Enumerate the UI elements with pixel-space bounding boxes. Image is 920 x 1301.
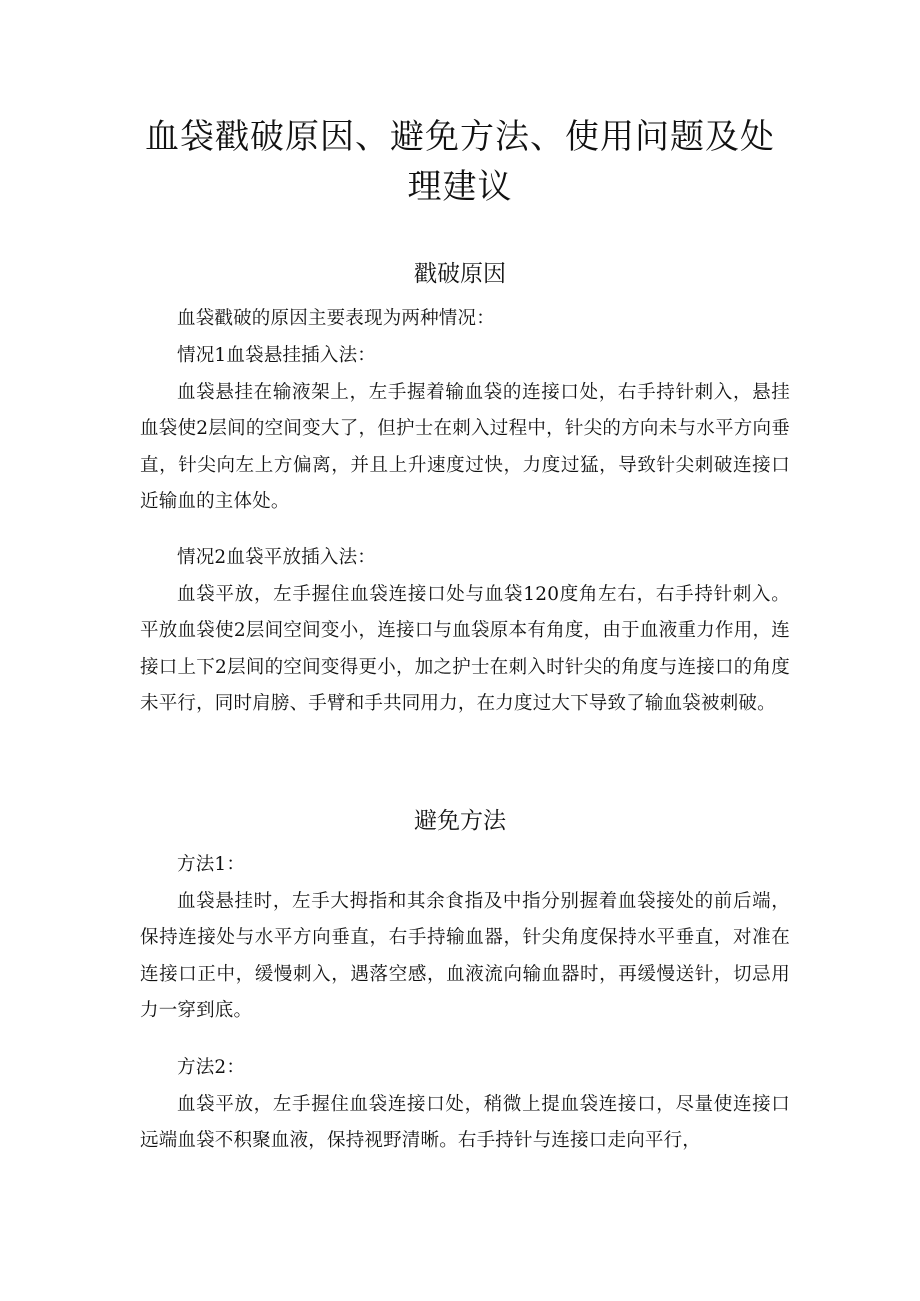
section-heading-puncture-causes: 戳破原因 [414,261,506,287]
paragraph: 方法2： [177,1057,246,1078]
paragraph: 情况2血袋平放插入法： [177,547,376,568]
paragraph: 血袋悬挂时，左手大拇指和其余食指及中指分别握着血袋接处的前后端，保持连接处与水平方向垂直，右手持输血器，针尖角度保持水平垂直，对准在连接口正中，缓慢刺入，遇落空感，血液流向输血器时，再缓慢送针，切忌用力一穿到底。 [140,891,790,1022]
paragraph: 方法1： [177,854,246,875]
paragraph: 血袋悬挂在输液架上，左手握着输血袋的连接口处，右手持针刺入，悬挂血袋使2层间的空间变大了，但护士在刺入过程中，针尖的方向未与水平方向垂直，针尖向左上方偏离，并且上升速度过快，力度过猛，导致针尖刺破连接口近输血的主体处。 [140,382,790,513]
paragraph: 血袋戳破的原因主要表现为两种情况： [177,308,495,329]
document-title: 血袋戳破原因、避免方法、使用问题及处理建议 [145,117,775,207]
paragraph: 血袋平放，左手握住血袋连接口处与血袋120度角左右，右手持针刺入。平放血袋使2层间空间变小，连接口与血袋原本有角度，由于血液重力作用，连接口上下2层间的空间变得更小，加之护士在刺入时针尖的角度与连接口的角度未平行，同时肩膀、手臂和手共同用力，在力度过大下导致了输血袋被刺破。 [140,584,790,715]
paragraph: 血袋平放，左手握住血袋连接口处，稍微上提血袋连接口，尽量使连接口远端血袋不积聚血液，保持视野清晰。右手持针与连接口走向平行， [140,1094,790,1152]
paragraph: 情况1血袋悬挂插入法： [177,345,376,366]
section-heading-avoidance-methods: 避免方法 [414,808,506,834]
